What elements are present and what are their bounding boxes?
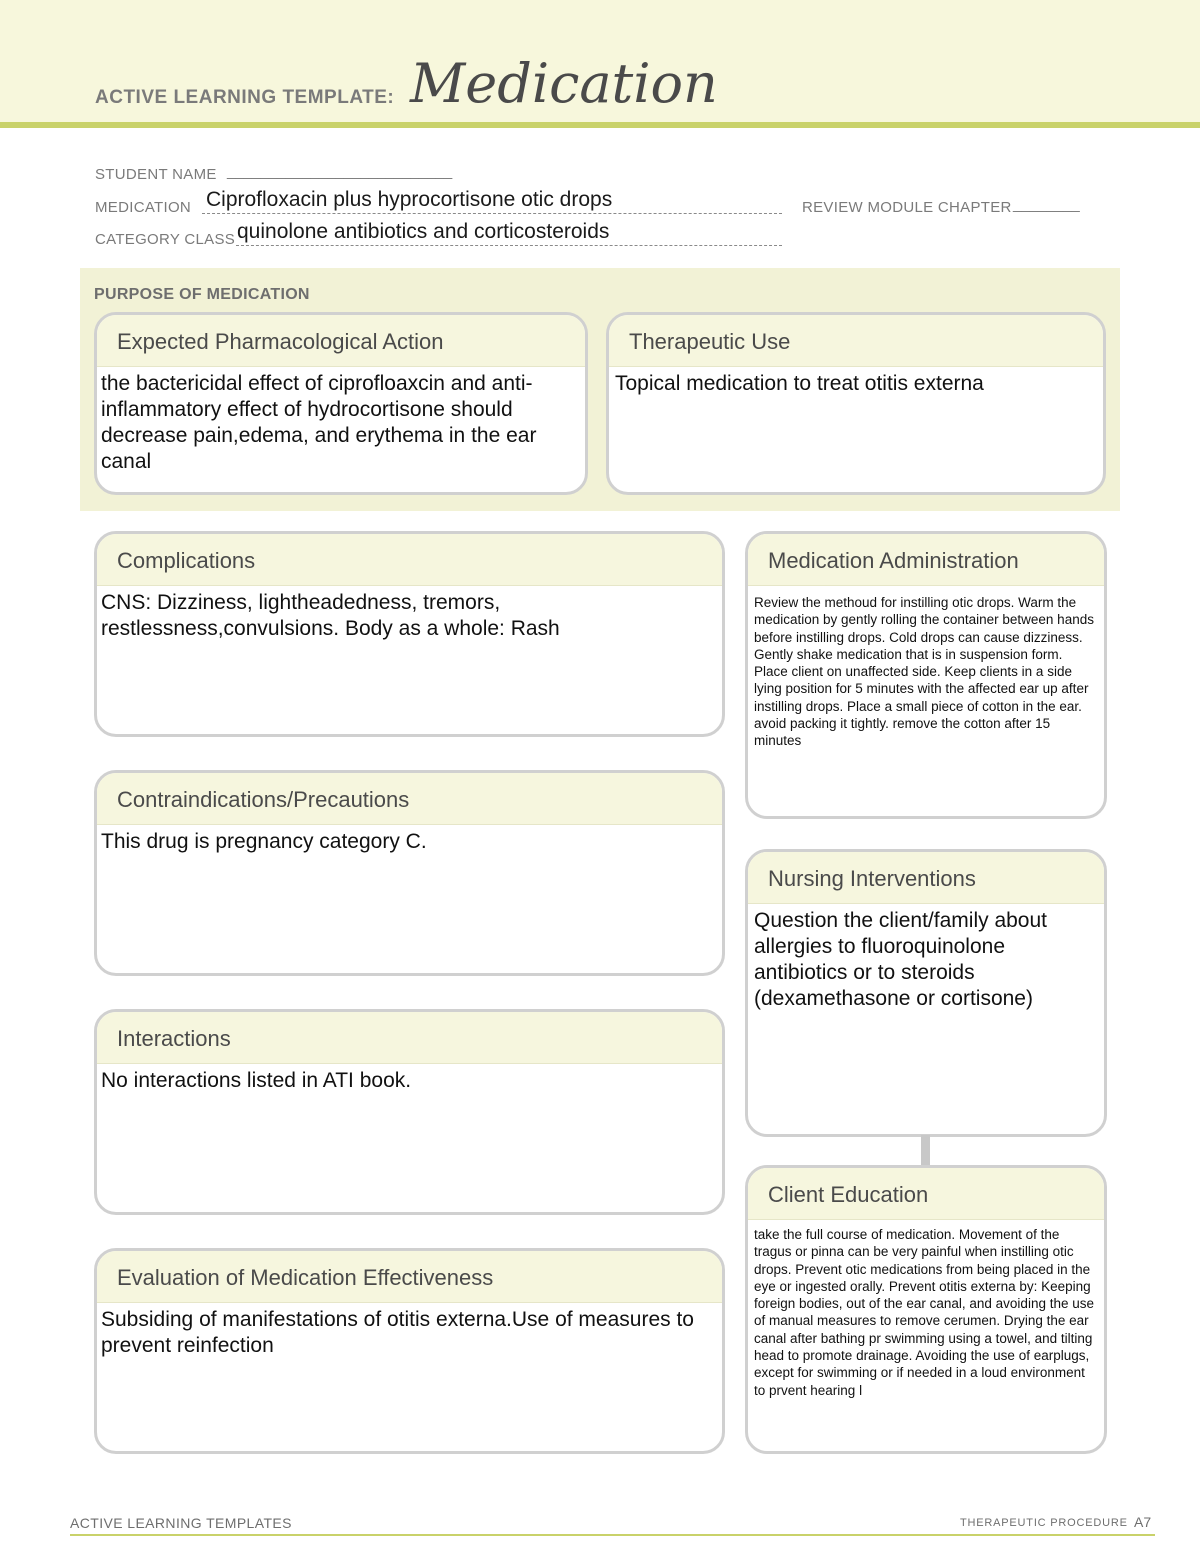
contraindications-title: Contraindications/Precautions xyxy=(97,773,722,825)
therapeutic-use-body[interactable]: Topical medication to treat otitis externa xyxy=(615,372,984,395)
expected-action-body[interactable]: the bactericidal effect of ciprofloaxcin and anti-inflammatory effect of hydrocortisone should decrease pain,edema, and erythema in the ear canal xyxy=(101,372,537,473)
client-education-body[interactable]: take the full course of medication. Movement of the tragus or pinna can be very painful when instilling otic drops. Prevent otic medications from being placed in the eye or ingested orally. Prevent otitis externa by: Keeping foreign bodies, out of the ear canal, and avoiding the use of manual measures to remove cerumen. Drying the ear canal after bathing pr swimming using a towel, and tilting head to promote drainage. Avoiding the use of earplugs, except for swimming or if needed in a loud environment to prvent hearing l xyxy=(754,1227,1094,1398)
evaluation-body[interactable]: Subsiding of manifestations of otitis externa.Use of measures to prevent reinfection xyxy=(101,1308,694,1357)
administration-card xyxy=(745,531,1107,819)
footer-left: ACTIVE LEARNING TEMPLATES xyxy=(70,1515,292,1531)
complications-body[interactable]: CNS: Dizziness, lightheadedness, tremors, restlessness,convulsions. Body as a whole: Rash xyxy=(101,591,560,640)
evaluation-card xyxy=(94,1248,725,1454)
contraindications-body[interactable]: This drug is pregnancy category C. xyxy=(101,830,427,853)
evaluation-title: Evaluation of Medication Effectiveness xyxy=(97,1251,722,1303)
client-education-card xyxy=(745,1165,1107,1454)
student-name-line: ___________________________ xyxy=(227,163,453,180)
header-rule xyxy=(0,122,1200,128)
medication-value[interactable]: Ciprofloxacin plus hyprocortisone otic drops xyxy=(206,188,613,211)
complications-card xyxy=(94,531,725,737)
nursing-interventions-card xyxy=(745,849,1107,1137)
student-name-label: STUDENT NAME xyxy=(95,166,217,183)
contraindications-card xyxy=(94,770,725,976)
nursing-interventions-title: Nursing Interventions xyxy=(748,852,1104,904)
footer-right: THERAPEUTIC PROCEDURE xyxy=(960,1517,1128,1529)
footer-rule xyxy=(70,1534,1155,1536)
category-line xyxy=(236,245,782,246)
complications-title: Complications xyxy=(97,534,722,586)
administration-body[interactable]: Review the methoud for instilling otic drops. Warm the medication by gently rolling the container between hands before instilling drops. Cold drops can cause dizziness. Gently shake medication that is in suspension form. Place client on unaffected side. Keep clients in a side lying position for 5 minutes with the affected ear up after instilling drops. Place a small piece of cotton in the ear. avoid packing it tightly. remove the cotton after 15 minutes xyxy=(754,595,1094,749)
expected-action-title: Expected Pharmacological Action xyxy=(97,315,585,367)
medication-line xyxy=(202,213,782,214)
administration-title: Medication Administration xyxy=(748,534,1104,586)
therapeutic-use-title: Therapeutic Use xyxy=(609,315,1103,367)
review-module-label: REVIEW MODULE CHAPTER xyxy=(802,199,1012,216)
page-number: A7 xyxy=(1134,1514,1152,1530)
connector-bar xyxy=(921,1135,930,1165)
page-title: Medication xyxy=(410,52,718,115)
category-class-label: CATEGORY CLASS xyxy=(95,231,236,248)
client-education-title: Client Education xyxy=(748,1168,1104,1220)
interactions-body[interactable]: No interactions listed in ATI book. xyxy=(101,1069,412,1092)
template-label: ACTIVE LEARNING TEMPLATE: xyxy=(95,87,395,108)
purpose-title: PURPOSE OF MEDICATION xyxy=(94,286,310,303)
therapeutic-use-card xyxy=(606,312,1106,495)
interactions-card xyxy=(94,1009,725,1215)
review-module-line: ________ xyxy=(1013,196,1080,213)
interactions-title: Interactions xyxy=(97,1012,722,1064)
category-class-value[interactable]: quinolone antibiotics and corticosteroids xyxy=(237,220,610,243)
nursing-interventions-body[interactable]: Question the client/family about allergies to fluoroquinolone antibiotics or to steroids (dexamethasone or cortisone) xyxy=(754,909,1047,1010)
expected-action-card xyxy=(94,312,588,495)
medication-label: MEDICATION xyxy=(95,199,192,216)
